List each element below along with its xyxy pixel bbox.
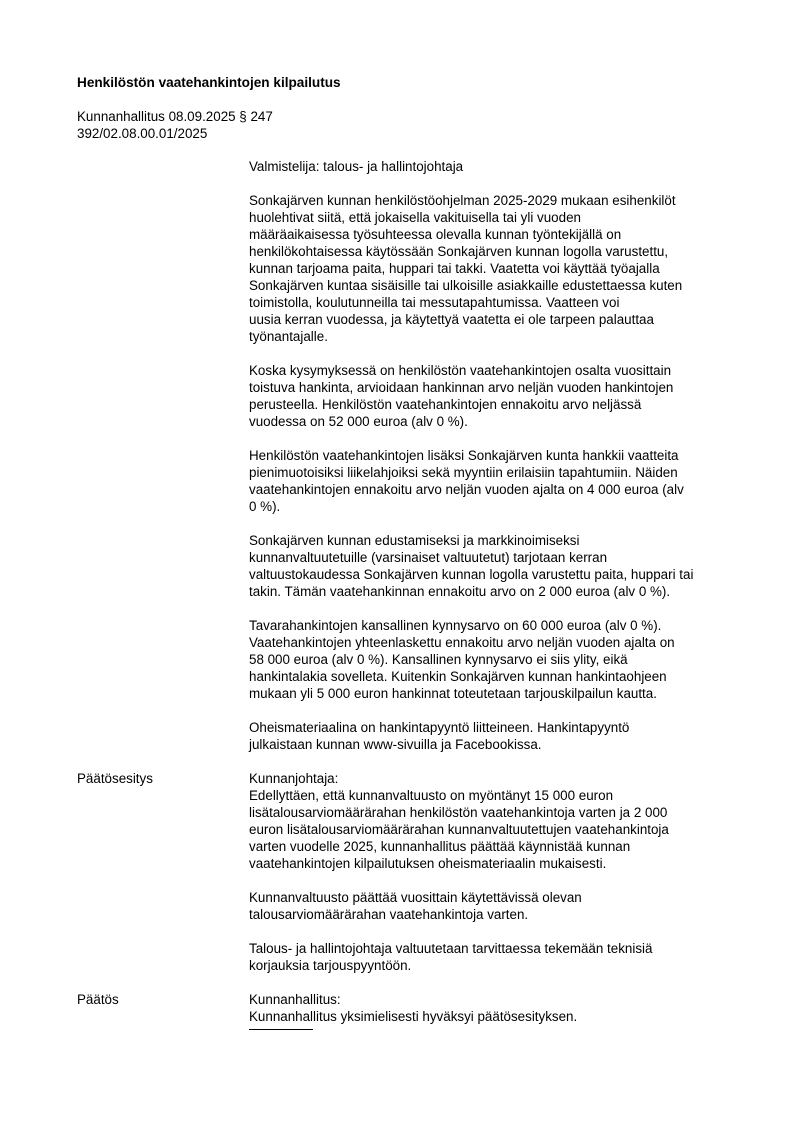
- paragraph-line: vaatehankintojen ennakoitu arvo neljän vuoden ajalta on 4 000 euroa (alv: [249, 482, 684, 497]
- paragraph: [249, 889, 749, 923]
- paragraph-line: uusia kerran vuodessa, ja käytettyä vaatetta ei ole tarpeen palauttaa: [249, 312, 654, 327]
- preparation-paragraphs: [249, 192, 749, 753]
- paragraph: [249, 617, 749, 702]
- paragraph-line: vaatehankintojen kilpailutuksen oheismateriaalin mukaisesti.: [249, 856, 607, 871]
- proposal-presenter: Kunnanjohtaja:: [249, 771, 339, 786]
- record-number: 392/02.08.00.01/2025: [77, 126, 208, 141]
- paragraph-line: Sonkajärven kunnan edustamiseksi ja markkinoimiseksi: [249, 533, 580, 548]
- preparation-content: [249, 158, 749, 753]
- paragraph: [249, 192, 749, 345]
- paragraph-line: Sonkajärven kuntaa sisäisille tai ulkoisille asiakkaille edustettaessa kuten: [249, 278, 683, 293]
- paragraph-line: määräaikaisessa työsuhteessa olevalla kunnan työntekijällä on: [249, 227, 622, 242]
- paragraph: [249, 447, 749, 515]
- paragraph-line: Koska kysymyksessä on henkilöstön vaatehankintojen osalta vuosittain: [249, 363, 672, 378]
- meeting-meta: [77, 108, 273, 142]
- paragraph-line: Talous- ja hallintojohtaja valtuutetaan tarvittaessa tekemään teknisiä: [249, 941, 653, 956]
- paragraph-line: mukaan yli 5 000 euron hankinnat toteutetaan tarjouskilpailun kautta.: [249, 686, 657, 701]
- decision-text: Kunnanhallitus yksimielisesti hyväksyi päätösesityksen.: [249, 1009, 578, 1024]
- paragraph-line: talousarviomäärärahan vaatehankintoja varten.: [249, 907, 529, 922]
- paragraph-line: 58 000 euroa (alv 0 %). Kansallinen kynnysarvo ei siis ylity, eikä: [249, 652, 628, 667]
- signature-line: [249, 1029, 313, 1030]
- paragraph-line: hankintalakia sovelleta. Kuitenkin Sonkajärven kunnan hankintaohjeen: [249, 669, 667, 684]
- preparation-section: [77, 158, 757, 753]
- meeting-reference: Kunnanhallitus 08.09.2025 § 247: [77, 109, 273, 124]
- decision-label: Päätös: [77, 992, 119, 1007]
- paragraph-line: Oheismateriaalina on hankintapyyntö liitteineen. Hankintapyyntö: [249, 720, 630, 735]
- document-body: [77, 158, 757, 1030]
- paragraph-line: vuodessa on 52 000 euroa (alv 0 %).: [249, 414, 468, 429]
- paragraph-line: euron lisätalousarviomäärärahan kunnanvaltuutettujen vaatehankintoja: [249, 822, 669, 837]
- paragraph-line: 0 %).: [249, 499, 281, 514]
- paragraph: [249, 940, 749, 974]
- paragraph-line: Sonkajärven kunnan henkilöstöohjelman 2025-2029 mukaan esihenkilöt: [249, 193, 676, 208]
- preparer-line: Valmistelija: talous- ja hallintojohtaja: [249, 159, 464, 174]
- paragraph-line: Tavarahankintojen kansallinen kynnysarvo on 60 000 euroa (alv 0 %).: [249, 618, 662, 633]
- paragraph-line: julkaistaan kunnan www-sivuilla ja Facebookissa.: [249, 737, 542, 752]
- paragraph-line: perusteella. Henkilöstön vaatehankintojen ennakoitu arvo neljässä: [249, 397, 642, 412]
- decision-section: [77, 991, 757, 1030]
- paragraph-line: Edellyttäen, että kunnanvaltuusto on myöntänyt 15 000 euron: [249, 788, 614, 803]
- decision-content: [249, 991, 749, 1030]
- proposal-label: Päätösesitys: [77, 771, 153, 786]
- paragraph-line: toistuva hankinta, arvioidaan hankinnan arvo neljän vuoden hankintojen: [249, 380, 674, 395]
- document-title: Henkilöstön vaatehankintojen kilpailutus: [77, 75, 341, 90]
- paragraph-line: takin. Tämän vaatehankinnan ennakoitu arvo on 2 000 euroa (alv 0 %).: [249, 584, 671, 599]
- paragraph-line: toimistolla, koulutunneilla tai messutapahtumissa. Vaatteen voi: [249, 295, 620, 310]
- proposal-section: [77, 770, 757, 974]
- paragraph-line: kunnanvaltuutetuille (varsinaiset valtuutetut) tarjotaan kerran: [249, 550, 608, 565]
- paragraph: [249, 362, 749, 430]
- paragraph: [249, 787, 749, 872]
- proposal-paragraphs: [249, 787, 749, 974]
- paragraph-line: kunnan tarjoama paita, huppari tai takki. Vaatetta voi käyttää työajalla: [249, 261, 660, 276]
- paragraph-line: Kunnanvaltuusto päättää vuosittain käytettävissä olevan: [249, 890, 582, 905]
- paragraph-line: henkilökohtaisessa käytössään Sonkajärven kunnan logolla varustettu,: [249, 244, 669, 259]
- paragraph-line: korjauksia tarjouspyyntöön.: [249, 958, 412, 973]
- paragraph-line: Vaatehankintojen yhteenlaskettu ennakoitu arvo neljän vuoden ajalta on: [249, 635, 675, 650]
- paragraph-line: varten vuodelle 2025, kunnanhallitus päättää käynnistää kunnan: [249, 839, 631, 854]
- decision-body: Kunnanhallitus:: [249, 992, 341, 1007]
- paragraph-line: lisätalousarviomäärärahan henkilöstön vaatehankintoja varten ja 2 000: [249, 805, 668, 820]
- paragraph: [249, 719, 749, 753]
- proposal-content: [249, 770, 749, 974]
- paragraph-line: työnantajalle.: [249, 329, 328, 344]
- paragraph-line: huolehtivat siitä, että jokaisella vakituisella tai yli vuoden: [249, 210, 581, 225]
- paragraph-line: Henkilöstön vaatehankintojen lisäksi Sonkajärven kunta hankkii vaatteita: [249, 448, 679, 463]
- paragraph: [249, 532, 749, 600]
- paragraph-line: valtuustokaudessa Sonkajärven kunnan logolla varustettu paita, huppari tai: [249, 567, 694, 582]
- paragraph-line: pienimuotoisiksi liikelahjoiksi sekä myyntiin erilaisiin tapahtumiin. Näiden: [249, 465, 678, 480]
